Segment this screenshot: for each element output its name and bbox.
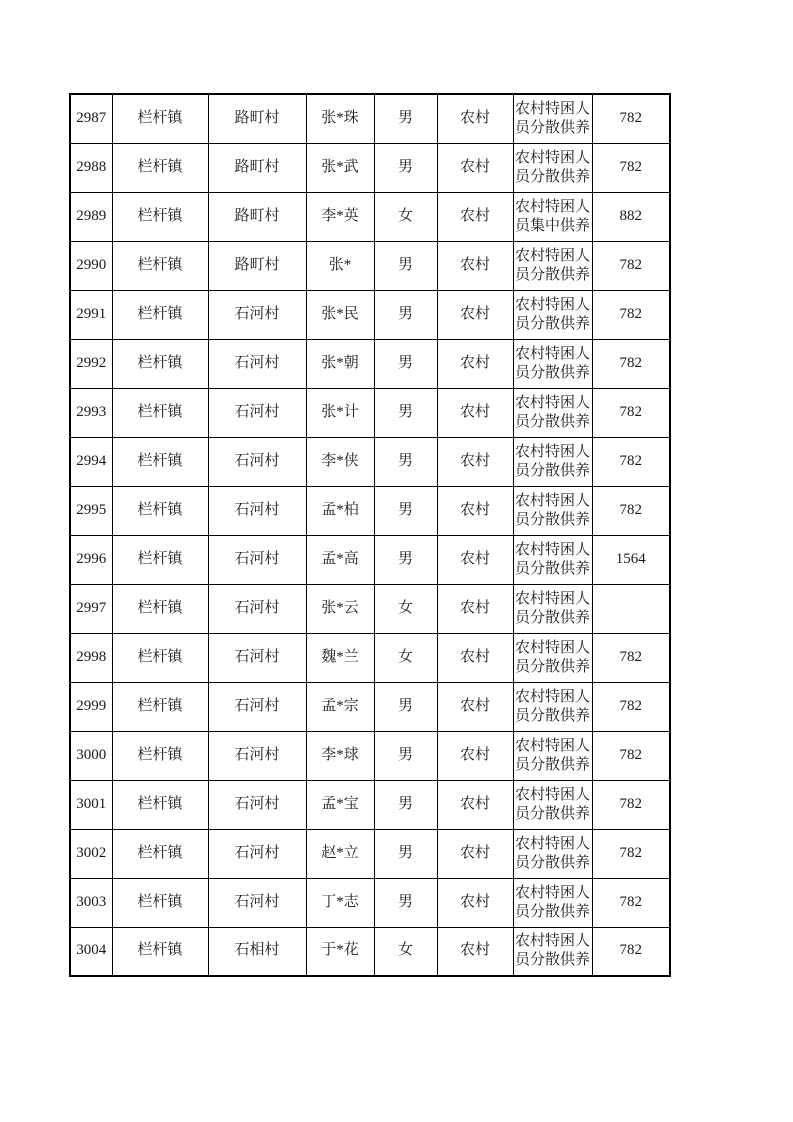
cell-support-type: 农村特困人员分散供养 — [513, 339, 592, 388]
cell-person-name: 张*计 — [306, 388, 374, 437]
cell-gender: 男 — [374, 486, 437, 535]
cell-person-name: 孟*宗 — [306, 682, 374, 731]
cell-person-name: 赵*立 — [306, 829, 374, 878]
table-row — [70, 584, 670, 633]
cell-support-type: 农村特困人员分散供养 — [513, 290, 592, 339]
cell-support-type: 农村特困人员分散供养 — [513, 780, 592, 829]
table-row — [70, 535, 670, 584]
cell-area-type: 农村 — [437, 682, 513, 731]
table-row — [70, 241, 670, 290]
cell-support-type: 农村特困人员分散供养 — [513, 584, 592, 633]
table-row — [70, 290, 670, 339]
cell-gender: 男 — [374, 682, 437, 731]
cell-village: 路町村 — [208, 94, 306, 143]
cell-person-name: 张*珠 — [306, 94, 374, 143]
cell-gender: 男 — [374, 143, 437, 192]
cell-support-type: 农村特困人员分散供养 — [513, 829, 592, 878]
cell-area-type: 农村 — [437, 731, 513, 780]
cell-amount: 782 — [592, 94, 670, 143]
cell-town: 栏杆镇 — [112, 241, 208, 290]
cell-gender: 男 — [374, 437, 437, 486]
cell-area-type: 农村 — [437, 241, 513, 290]
cell-gender: 男 — [374, 339, 437, 388]
cell-amount: 782 — [592, 241, 670, 290]
cell-area-type: 农村 — [437, 829, 513, 878]
cell-serial-number: 2994 — [70, 437, 112, 486]
cell-support-type: 农村特困人员分散供养 — [513, 143, 592, 192]
table-row — [70, 731, 670, 780]
cell-area-type: 农村 — [437, 633, 513, 682]
cell-village: 石河村 — [208, 486, 306, 535]
cell-amount: 782 — [592, 829, 670, 878]
cell-person-name: 张*民 — [306, 290, 374, 339]
cell-village: 石河村 — [208, 780, 306, 829]
cell-town: 栏杆镇 — [112, 780, 208, 829]
cell-gender: 男 — [374, 731, 437, 780]
cell-area-type: 农村 — [437, 437, 513, 486]
cell-person-name: 张*云 — [306, 584, 374, 633]
cell-person-name: 张* — [306, 241, 374, 290]
benefits-table — [69, 93, 671, 977]
cell-village: 石河村 — [208, 290, 306, 339]
cell-gender: 男 — [374, 780, 437, 829]
cell-amount: 782 — [592, 878, 670, 927]
cell-town: 栏杆镇 — [112, 290, 208, 339]
cell-town: 栏杆镇 — [112, 633, 208, 682]
cell-amount: 1564 — [592, 535, 670, 584]
table-row — [70, 682, 670, 731]
cell-town: 栏杆镇 — [112, 927, 208, 976]
cell-area-type: 农村 — [437, 878, 513, 927]
cell-amount: 782 — [592, 486, 670, 535]
cell-area-type: 农村 — [437, 192, 513, 241]
cell-area-type: 农村 — [437, 535, 513, 584]
cell-serial-number: 2992 — [70, 339, 112, 388]
cell-town: 栏杆镇 — [112, 388, 208, 437]
cell-amount: 782 — [592, 731, 670, 780]
cell-support-type: 农村特困人员分散供养 — [513, 437, 592, 486]
cell-village: 路町村 — [208, 192, 306, 241]
table-row — [70, 143, 670, 192]
cell-area-type: 农村 — [437, 94, 513, 143]
cell-gender: 男 — [374, 290, 437, 339]
cell-town: 栏杆镇 — [112, 94, 208, 143]
cell-gender: 男 — [374, 241, 437, 290]
cell-village: 石河村 — [208, 535, 306, 584]
table-row — [70, 633, 670, 682]
cell-amount: 782 — [592, 927, 670, 976]
table-body — [70, 94, 670, 976]
cell-serial-number: 2990 — [70, 241, 112, 290]
cell-person-name: 孟*宝 — [306, 780, 374, 829]
cell-town: 栏杆镇 — [112, 878, 208, 927]
cell-serial-number: 3002 — [70, 829, 112, 878]
cell-serial-number: 2993 — [70, 388, 112, 437]
cell-amount: 782 — [592, 339, 670, 388]
table-row — [70, 192, 670, 241]
cell-person-name: 张*朝 — [306, 339, 374, 388]
cell-person-name: 李*球 — [306, 731, 374, 780]
cell-serial-number: 2987 — [70, 94, 112, 143]
cell-village: 石河村 — [208, 388, 306, 437]
cell-village: 石河村 — [208, 829, 306, 878]
cell-gender: 男 — [374, 829, 437, 878]
cell-amount: 782 — [592, 290, 670, 339]
cell-amount: 782 — [592, 143, 670, 192]
cell-amount: 782 — [592, 682, 670, 731]
cell-village: 石河村 — [208, 731, 306, 780]
cell-amount: 782 — [592, 780, 670, 829]
cell-gender: 女 — [374, 633, 437, 682]
cell-area-type: 农村 — [437, 486, 513, 535]
cell-serial-number: 2997 — [70, 584, 112, 633]
cell-serial-number: 2996 — [70, 535, 112, 584]
cell-person-name: 孟*高 — [306, 535, 374, 584]
cell-gender: 男 — [374, 94, 437, 143]
cell-town: 栏杆镇 — [112, 486, 208, 535]
table-row — [70, 94, 670, 143]
cell-town: 栏杆镇 — [112, 339, 208, 388]
cell-person-name: 李*英 — [306, 192, 374, 241]
cell-amount: 782 — [592, 437, 670, 486]
cell-village: 石河村 — [208, 584, 306, 633]
cell-support-type: 农村特困人员分散供养 — [513, 241, 592, 290]
cell-amount — [592, 584, 670, 633]
cell-serial-number: 2988 — [70, 143, 112, 192]
cell-area-type: 农村 — [437, 584, 513, 633]
table-row — [70, 829, 670, 878]
table-row — [70, 927, 670, 976]
cell-support-type: 农村特困人员分散供养 — [513, 633, 592, 682]
cell-town: 栏杆镇 — [112, 535, 208, 584]
cell-support-type: 农村特困人员分散供养 — [513, 486, 592, 535]
cell-gender: 男 — [374, 535, 437, 584]
cell-amount: 782 — [592, 633, 670, 682]
cell-amount: 782 — [592, 388, 670, 437]
table-row — [70, 339, 670, 388]
cell-gender: 女 — [374, 927, 437, 976]
cell-area-type: 农村 — [437, 290, 513, 339]
cell-area-type: 农村 — [437, 388, 513, 437]
cell-serial-number: 2991 — [70, 290, 112, 339]
cell-area-type: 农村 — [437, 339, 513, 388]
cell-gender: 女 — [374, 584, 437, 633]
cell-support-type: 农村特困人员分散供养 — [513, 94, 592, 143]
cell-person-name: 张*武 — [306, 143, 374, 192]
cell-support-type: 农村特困人员分散供养 — [513, 878, 592, 927]
table-row — [70, 388, 670, 437]
cell-person-name: 魏*兰 — [306, 633, 374, 682]
cell-town: 栏杆镇 — [112, 143, 208, 192]
cell-area-type: 农村 — [437, 143, 513, 192]
cell-village: 路町村 — [208, 241, 306, 290]
cell-serial-number: 2989 — [70, 192, 112, 241]
cell-support-type: 农村特困人员分散供养 — [513, 682, 592, 731]
cell-village: 路町村 — [208, 143, 306, 192]
table-row — [70, 437, 670, 486]
cell-village: 石河村 — [208, 633, 306, 682]
cell-area-type: 农村 — [437, 927, 513, 976]
cell-serial-number: 3004 — [70, 927, 112, 976]
table-row — [70, 878, 670, 927]
cell-town: 栏杆镇 — [112, 731, 208, 780]
cell-person-name: 丁*志 — [306, 878, 374, 927]
cell-person-name: 孟*柏 — [306, 486, 374, 535]
cell-gender: 男 — [374, 388, 437, 437]
cell-person-name: 李*侠 — [306, 437, 374, 486]
cell-town: 栏杆镇 — [112, 437, 208, 486]
cell-person-name: 于*花 — [306, 927, 374, 976]
cell-support-type: 农村特困人员集中供养 — [513, 192, 592, 241]
cell-serial-number: 2998 — [70, 633, 112, 682]
cell-village: 石相村 — [208, 927, 306, 976]
cell-support-type: 农村特困人员分散供养 — [513, 927, 592, 976]
cell-village: 石河村 — [208, 437, 306, 486]
cell-area-type: 农村 — [437, 780, 513, 829]
cell-amount: 882 — [592, 192, 670, 241]
cell-town: 栏杆镇 — [112, 584, 208, 633]
cell-serial-number: 3001 — [70, 780, 112, 829]
cell-village: 石河村 — [208, 682, 306, 731]
cell-gender: 男 — [374, 878, 437, 927]
table-row — [70, 780, 670, 829]
table-row — [70, 486, 670, 535]
cell-town: 栏杆镇 — [112, 192, 208, 241]
cell-serial-number: 2995 — [70, 486, 112, 535]
cell-serial-number: 3003 — [70, 878, 112, 927]
cell-town: 栏杆镇 — [112, 682, 208, 731]
cell-village: 石河村 — [208, 878, 306, 927]
cell-town: 栏杆镇 — [112, 829, 208, 878]
cell-support-type: 农村特困人员分散供养 — [513, 731, 592, 780]
cell-serial-number: 2999 — [70, 682, 112, 731]
cell-support-type: 农村特困人员分散供养 — [513, 535, 592, 584]
cell-support-type: 农村特困人员分散供养 — [513, 388, 592, 437]
cell-serial-number: 3000 — [70, 731, 112, 780]
cell-gender: 女 — [374, 192, 437, 241]
cell-village: 石河村 — [208, 339, 306, 388]
